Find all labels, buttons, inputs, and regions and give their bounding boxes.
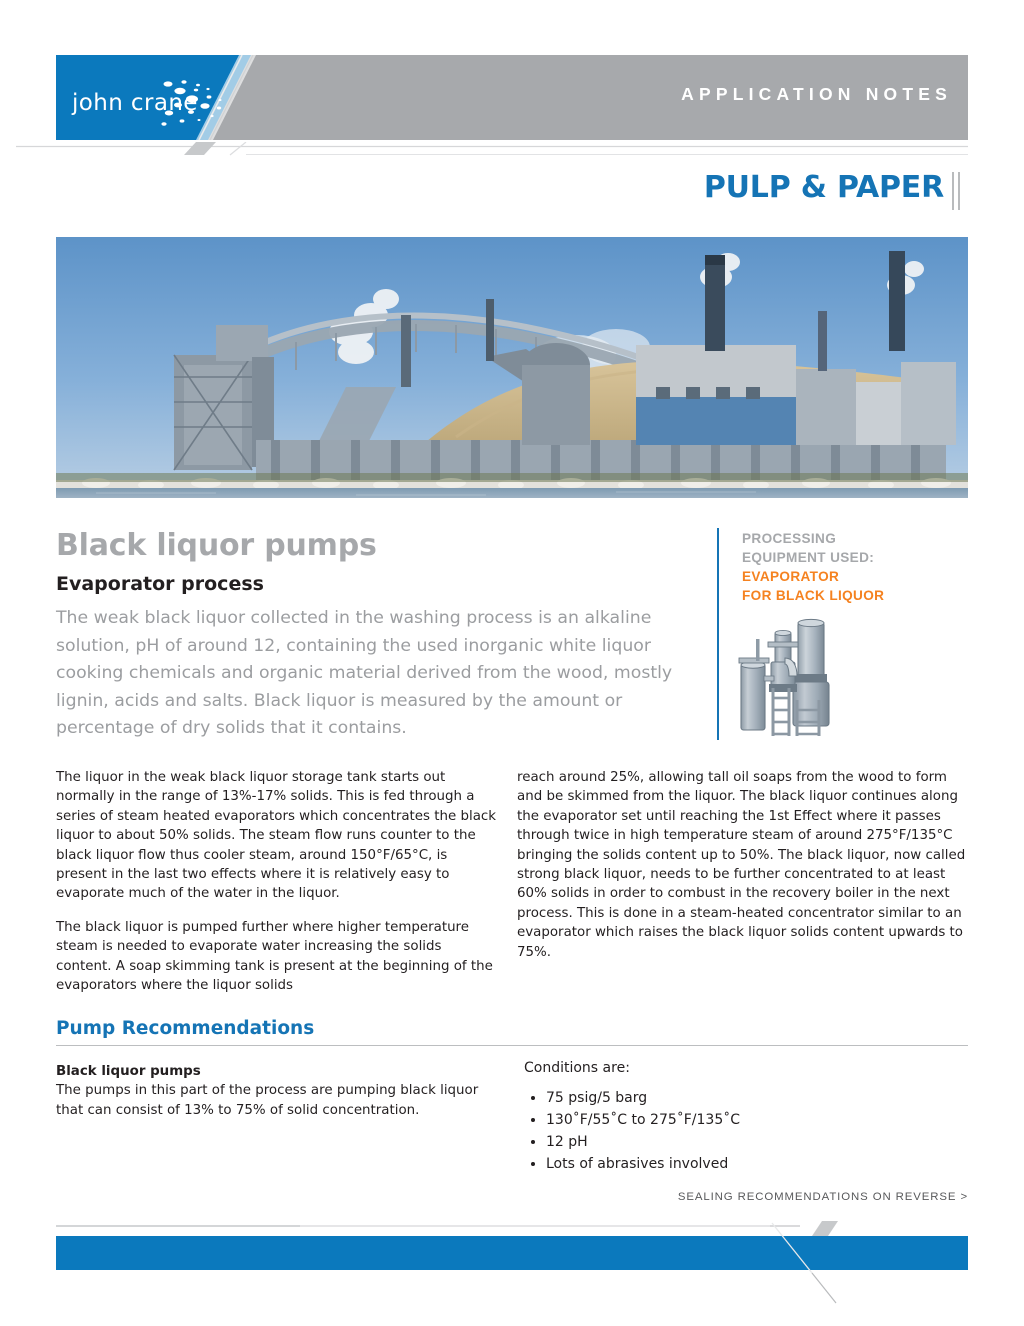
recommendations-conditions: [524, 1058, 968, 1176]
evaporator-vessel-icon: [735, 614, 847, 742]
hero-photo: [56, 237, 968, 498]
body-column-left: [56, 768, 499, 995]
recommendations-left: [56, 1062, 499, 1120]
sidebar-value-line-1: EVAPORATOR: [742, 569, 840, 584]
intro-paragraph: The weak black liquor collected in the washing process is an alkaline solution, pH of around 12, containing the used inorganic white liquor cooking chemicals and organic material derived from the wood, mostly lignin, acids and salts. Black liquor is measured by the amount or percentage of dry solids that it contains.: [56, 608, 673, 738]
section-subheading: Evaporator process: [56, 573, 264, 595]
logo[interactable]: [72, 78, 252, 130]
reverse-side-note: SEALING RECOMMENDATIONS ON REVERSE >: [677, 1191, 968, 1203]
list-item: • 130˚F/55˚C to 275˚F/135˚C: [546, 1110, 968, 1131]
header-eyebrow: APPLICATION NOTES: [681, 84, 952, 104]
recommendations-divider: [56, 1045, 968, 1046]
page-title: PULP & PAPER: [703, 170, 944, 205]
body-paragraph: The liquor in the weak black liquor storage tank starts out normally in the range of 13%-17% solids. This is fed through a series of steam heated evaporators which concentrates the black liquor to about 50% solids. The steam flow runs counter to the black liquor flow thus cooler steam, around 150°F/65°C, is present in the last two effects where it is relatively easy to evaporate much of the water in the liquor.: [56, 770, 497, 902]
recommendations-heading: Pump Recommendations: [56, 1018, 315, 1039]
list-item: • 75 psig/5 barg: [546, 1088, 968, 1109]
sidebar-divider: [717, 528, 719, 740]
body-paragraph: reach around 25%, allowing tall oil soaps from the wood to form and be skimmed from the liquor. The black liquor continues along the evaporator set until reaching the 1st Effect where it passes through twice in high temperature steam of around 275°F/135°C bringing the solids content up to 50%. The black liquor, now called strong black liquor, needs to be further concentrated to at least 60% solids in order to combust in the recovery boiler in the next process. This is done in a steam-heated concentrator similar to an evaporator which raises the black liquor solids content upwards to 75%.: [517, 770, 966, 960]
footer-graphic: [0, 1215, 1024, 1326]
list-item: • 12 pH: [546, 1132, 968, 1153]
list-item: • Lots of abrasives involved: [546, 1154, 968, 1175]
page-footer: [0, 1215, 1024, 1326]
header-divider-rules: [0, 142, 1024, 156]
sidebar-value-line-2: FOR BLACK LIQUOR: [742, 588, 885, 603]
section-heading: Black liquor pumps: [56, 528, 377, 563]
body-column-right: [517, 768, 967, 962]
recommendations-left-body: The pumps in this part of the process are pumping black liquor that can consist of 13% to 75% of solid concentration.: [56, 1083, 479, 1118]
sidebar-kicker: [742, 529, 874, 567]
title-accent-bars: [952, 172, 968, 210]
recommendations-left-title: Black liquor pumps: [56, 1064, 201, 1079]
sidebar-kicker-line-1: PROCESSING: [742, 531, 837, 546]
body-paragraph: The black liquor is pumped further where higher temperature steam is needed to evaporate water increasing the solids content. A soap skimming tank is present at the beginning of the evaporators where the liquor solids: [56, 919, 493, 994]
conditions-list: [524, 1088, 968, 1175]
conditions-label: Conditions are:: [524, 1060, 630, 1076]
page-header: [0, 0, 1024, 150]
sidebar-equipment-value: [742, 567, 884, 605]
logo-wordmark: john crane: [72, 90, 198, 116]
sidebar-kicker-line-2: EQUIPMENT USED:: [742, 550, 875, 565]
